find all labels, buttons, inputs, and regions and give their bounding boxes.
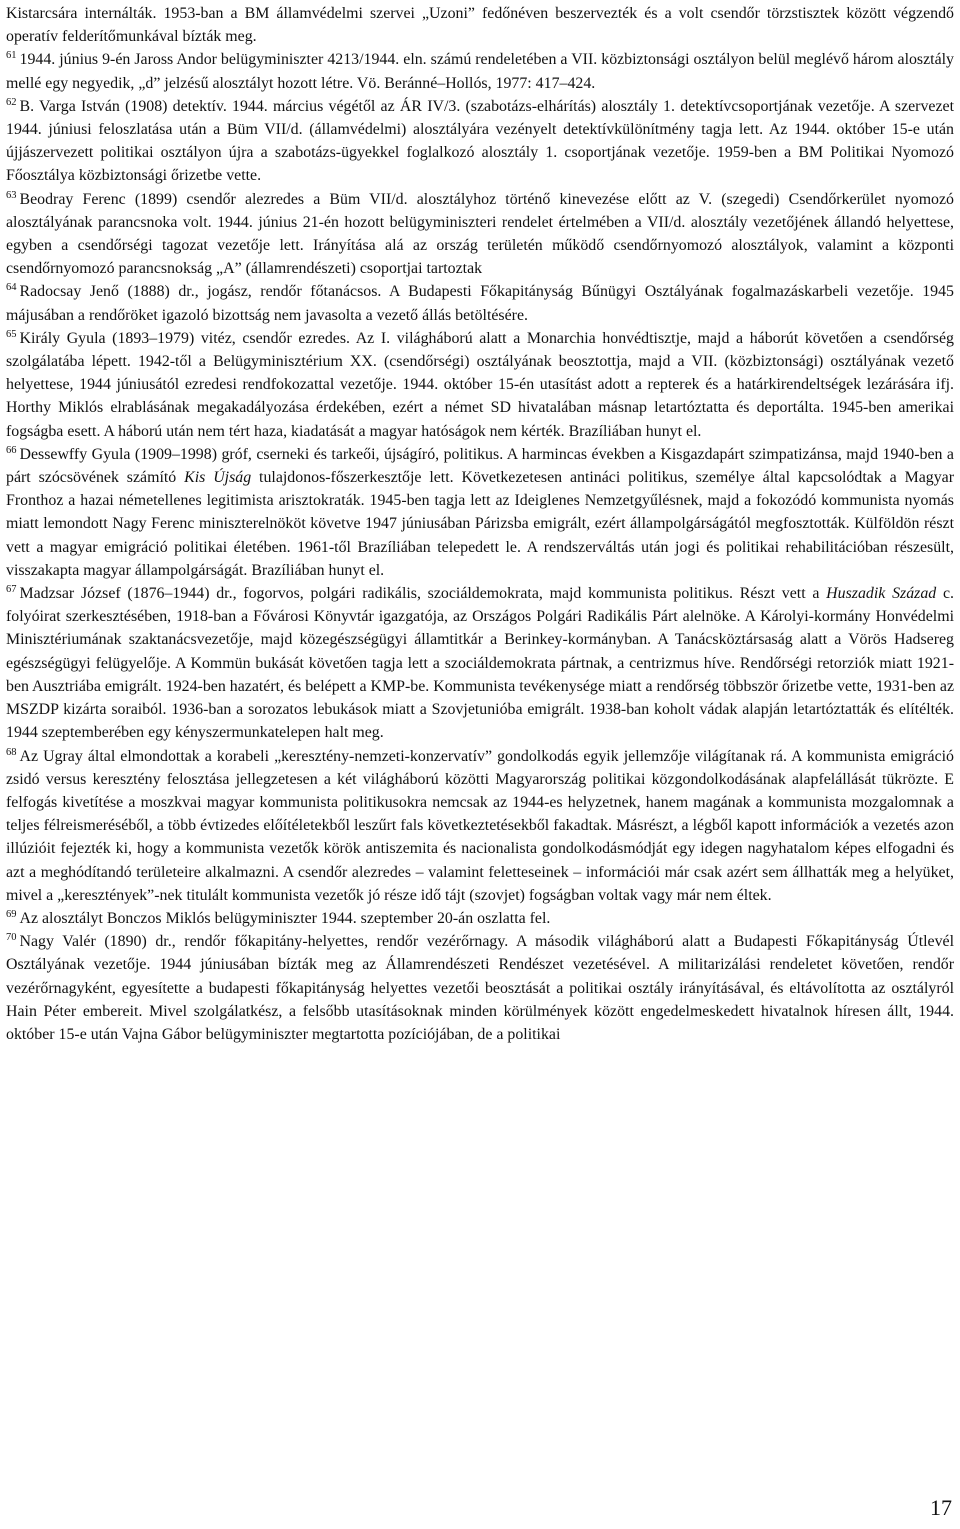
footnote-text: Radocsay Jenő (1888) dr., jogász, rendőr főtanácsos. A Budapesti Főkapitányság Bűnügyi Osztályának fogalmazáskarbeli vezetője. 1945 májusában a rendőröket igazoló bizottság nem javasolta a vezető állás betöltésére. (6, 283, 954, 324)
footnote-text: Nagy Valér (1890) dr., rendőr főkapitány-helyettes, rendőr vezérőrnagy. A második világháború alatt a Budapesti Főkapitányság Útlevél Osztályának vezetője. 1944 júniusában bízták meg az Államrendészeti Rendészet vezetésével. A militarizálási rendeletet követően, rendőr vezérőrnagyként, egyesítette a budapesti főkapitányság helyettes vezetői beosztását a politikai osztály irányításával, és eltávolította az osztályról Hain Péter embereit. Mivel szolgálatkész, a felsőbb utasításoknak minden körülmények között engedelmeskedett hivatalnok híresen állt, 1944. október 15-e után Vajna Gábor belügyminiszter megtartotta pozíciójában, de a politikai (6, 933, 954, 1043)
footnote-text: Az Ugray által elmondottak a korabeli „keresztény-nemzeti-konzervatív” gondolkodás egyik jellemzője világítanak rá. A kommunista emigráció zsidó versus keresztény felosztása jellegzetesen a két világháború közötti Magyarország politikai közgondolkodásának alapfelállását tükrözte. E felfogás kivetítése a moszkvai magyar kommunista politikusokra nemcsak az 1944-es helyzetnek, hanem magának a kommunista mozgalomnak a teljes félreismeréséből, a több évtizedes előítéletekből leszűrt fals következtetésekből fakadtak. Másrészt, a légből kapott információk a vezetés azon illúzióit fejezték ki, hogy a kommunista vezetők körök antiszemita és nacionalista gondolkodásmódját egy idegen nagyhatalom képes elfogadni és azt a meghódítandó területeire alkalmazni. A csendőr alezredes – valamint feletteseinek – információi már csak azért sem állhatták meg a helyüket, mivel a „keresztények”-nek titulált kommunista vezetők jó része idő tájt (szovjet) fogságban voltak vagy már nem éltek. (6, 747, 954, 904)
footnote-text: Dessewffy Gyula (1909–1998) gróf, cserneki és tarkeői, újságíró, politikus. A harmincas években a Kisgazdapárt szimpatizánsa, majd 1940-ben a párt szócsövének számító (6, 445, 954, 487)
footnote (6, 327, 954, 443)
footnote (6, 48, 954, 94)
footnote-text: Beodray Ferenc (1899) csendőr alezredes a Büm VII/d. alosztályhoz történő kinevezése előtt az V. (szegedi) Csendőrkerület nyomozó alosztályának parancsnoka volt. 1944. június 21-én hozott belügyminiszteri rendelet értelmében a VII/d. alosztály vezetőjének állandó helyettese, egyben a csendőrségi tagozat vezetője lett. Irányítása alá az ország területén működő csendőrnyomozó alosztályok, valamint a központi csendőrnyomozó parancsnokság „A” (államrendészeti) csoportjai tartoztak (6, 190, 954, 278)
footnote (6, 95, 954, 188)
footnote-number: 61 (6, 50, 17, 62)
footnote (6, 582, 954, 744)
footnote-number: 70 (6, 932, 17, 944)
footnote (6, 907, 954, 930)
footnote-title-italic: Huszadik Század (826, 585, 937, 603)
footnote-number: 69 (6, 908, 17, 920)
footnote-title-italic: Kis Újság (184, 469, 252, 487)
continued-footnote: Kistarcsára internálták. 1953-ban a BM államvédelmi szervei „Uzoni” fedőnéven beszervezték és a volt csendőr törzstisztek között végzendő operatív felderítőmunkával bízták meg. (6, 5, 954, 46)
footnote-text: B. Varga István (1908) detektív. 1944. március végétől az ÁR IV/3. (szabotázs-elhárítás) alosztály 1. detektívcsoportjának vezetője. A szervezet 1944. júniusi feloszlatása után a Büm VII/d. (államvédelmi) alosztályára vezényelt detektívkülönítmény tagja lett. Az 1944. október 15-e után újjászervezett politikai osztályon újra a szabotázs-ügyekkel foglalkozó alosztály 1. csoportjának vezetője. 1959-ben a BM Politikai Nyomozó Főosztálya közbiztonsági őrizetbe vette. (6, 97, 954, 185)
footnote (6, 443, 954, 582)
footnote-text: 1944. június 9-én Jaross Andor belügyminiszter 4213/1944. eln. számú rendeletében a VII. közbiztonsági osztályon belül meglévő három alosztály mellé egy negyedik, „d” jelzésű alosztályt hozott létre. Vö. Beránné–Hollós, 1977: 417–424. (6, 51, 954, 92)
footnote-text: c. folyóirat szerkesztésében, 1918-ban a Fővárosi Könyvtár igazgatója, az Országos Polgári Radikális Párt alelnöke. A Károlyi-kormány Honvédelmi Minisztériumának szaktanácsvezetője, majd közegészségügyi államtitkár a Berinkey-kormányban. A Tanácsköztársaság alatt a Vörös Hadsereg egészségügyi felügyelője. A Kommün bukását követően tagja lett a szociáldemokrata pártnak, a centrizmus híve. Rendőrségi retorziók miatt 1921-ben Ausztriába emigrált. 1924-ben hazatért, és belépett a KMP-be. Kommunista tevékenysége miatt a rendőrség többször őrizetbe vette, 1931-ben az MSZDP kizárta soraiból. 1936-ban a sorozatos lebukások miatt a Szovjetunióba emigrált. 1938-ban koholt vádak alapján letartóztatták és elítélték. 1944 szeptemberében egy kényszermunkatelepen halt meg. (6, 585, 954, 742)
footnote-number: 67 (6, 584, 17, 596)
footnote-text: Madzsar József (1876–1944) dr., fogorvos, polgári radikális, szociáldemokrata, majd kommunista politikus. Részt vett a (19, 585, 827, 603)
footnote-number: 63 (6, 189, 17, 201)
footnote-number: 66 (6, 444, 17, 456)
page-number: 17 (930, 1495, 952, 1520)
footnote-text: tulajdonos-főszerkesztője lett. Következetesen antináci politikus, személye által kapcsolódtak a Magyar Fronthoz a hazai németellenes legitimista arisztokraták. 1945-ben tagja lett az Ideiglenes Nemzetgyűlésnek, majd a fokozódó kommunista nyomás miatt lemondott Nagy Ferenc miniszterelnököt követve 1947 júniusában Párizsba emigrált, ezért állampolgárságától megfosztották. Külföldön részt vett a magyar emigráció politikai életében. 1961-től Brazíliában telepedett le. A rendszerváltás után jogi és politikai rehabilitációban részesült, visszakapta magyar állampolgárságát. Brazíliában hunyt el. (6, 469, 954, 579)
footnote-text: Király Gyula (1893–1979) vitéz, csendőr ezredes. Az I. világháború alatt a Monarchia honvédtisztje, majd a háborút követően a csendőrség szolgálatába lépett. 1942-től a Belügyminisztérium XX. (csendőrségi) osztályának beosztottja, majd a VII. (közbiztonsági) osztályának vezető helyettese, 1944 júniusától ezredesi rendfokozattal vezetője. 1944. október 15-én utasítást adott a repterek és a határkirendeltségek lezárására ifj. Horthy Miklós elrablásának megakadályozása érdekében, ezért a német SD hivatalában másnap letartóztatta és deportálta. 1945-ben amerikai fogságba esett. A háború után nem tért haza, kiadatását a magyar hatóságok nem kérték. Brazíliában hunyt el. (6, 329, 954, 440)
footnote-number: 62 (6, 96, 17, 108)
footnote (6, 745, 954, 907)
footnote (6, 280, 954, 326)
footnote-number: 68 (6, 746, 17, 758)
footnotes-page (6, 2, 954, 1046)
footnote-text: Az alosztályt Bonczos Miklós belügyminiszter 1944. szeptember 20-án oszlatta fel. (19, 909, 551, 927)
footnote-list (6, 48, 954, 1046)
footnote (6, 930, 954, 1046)
footnote (6, 188, 954, 281)
footnote-number: 65 (6, 328, 17, 340)
footnote-number: 64 (6, 282, 17, 294)
